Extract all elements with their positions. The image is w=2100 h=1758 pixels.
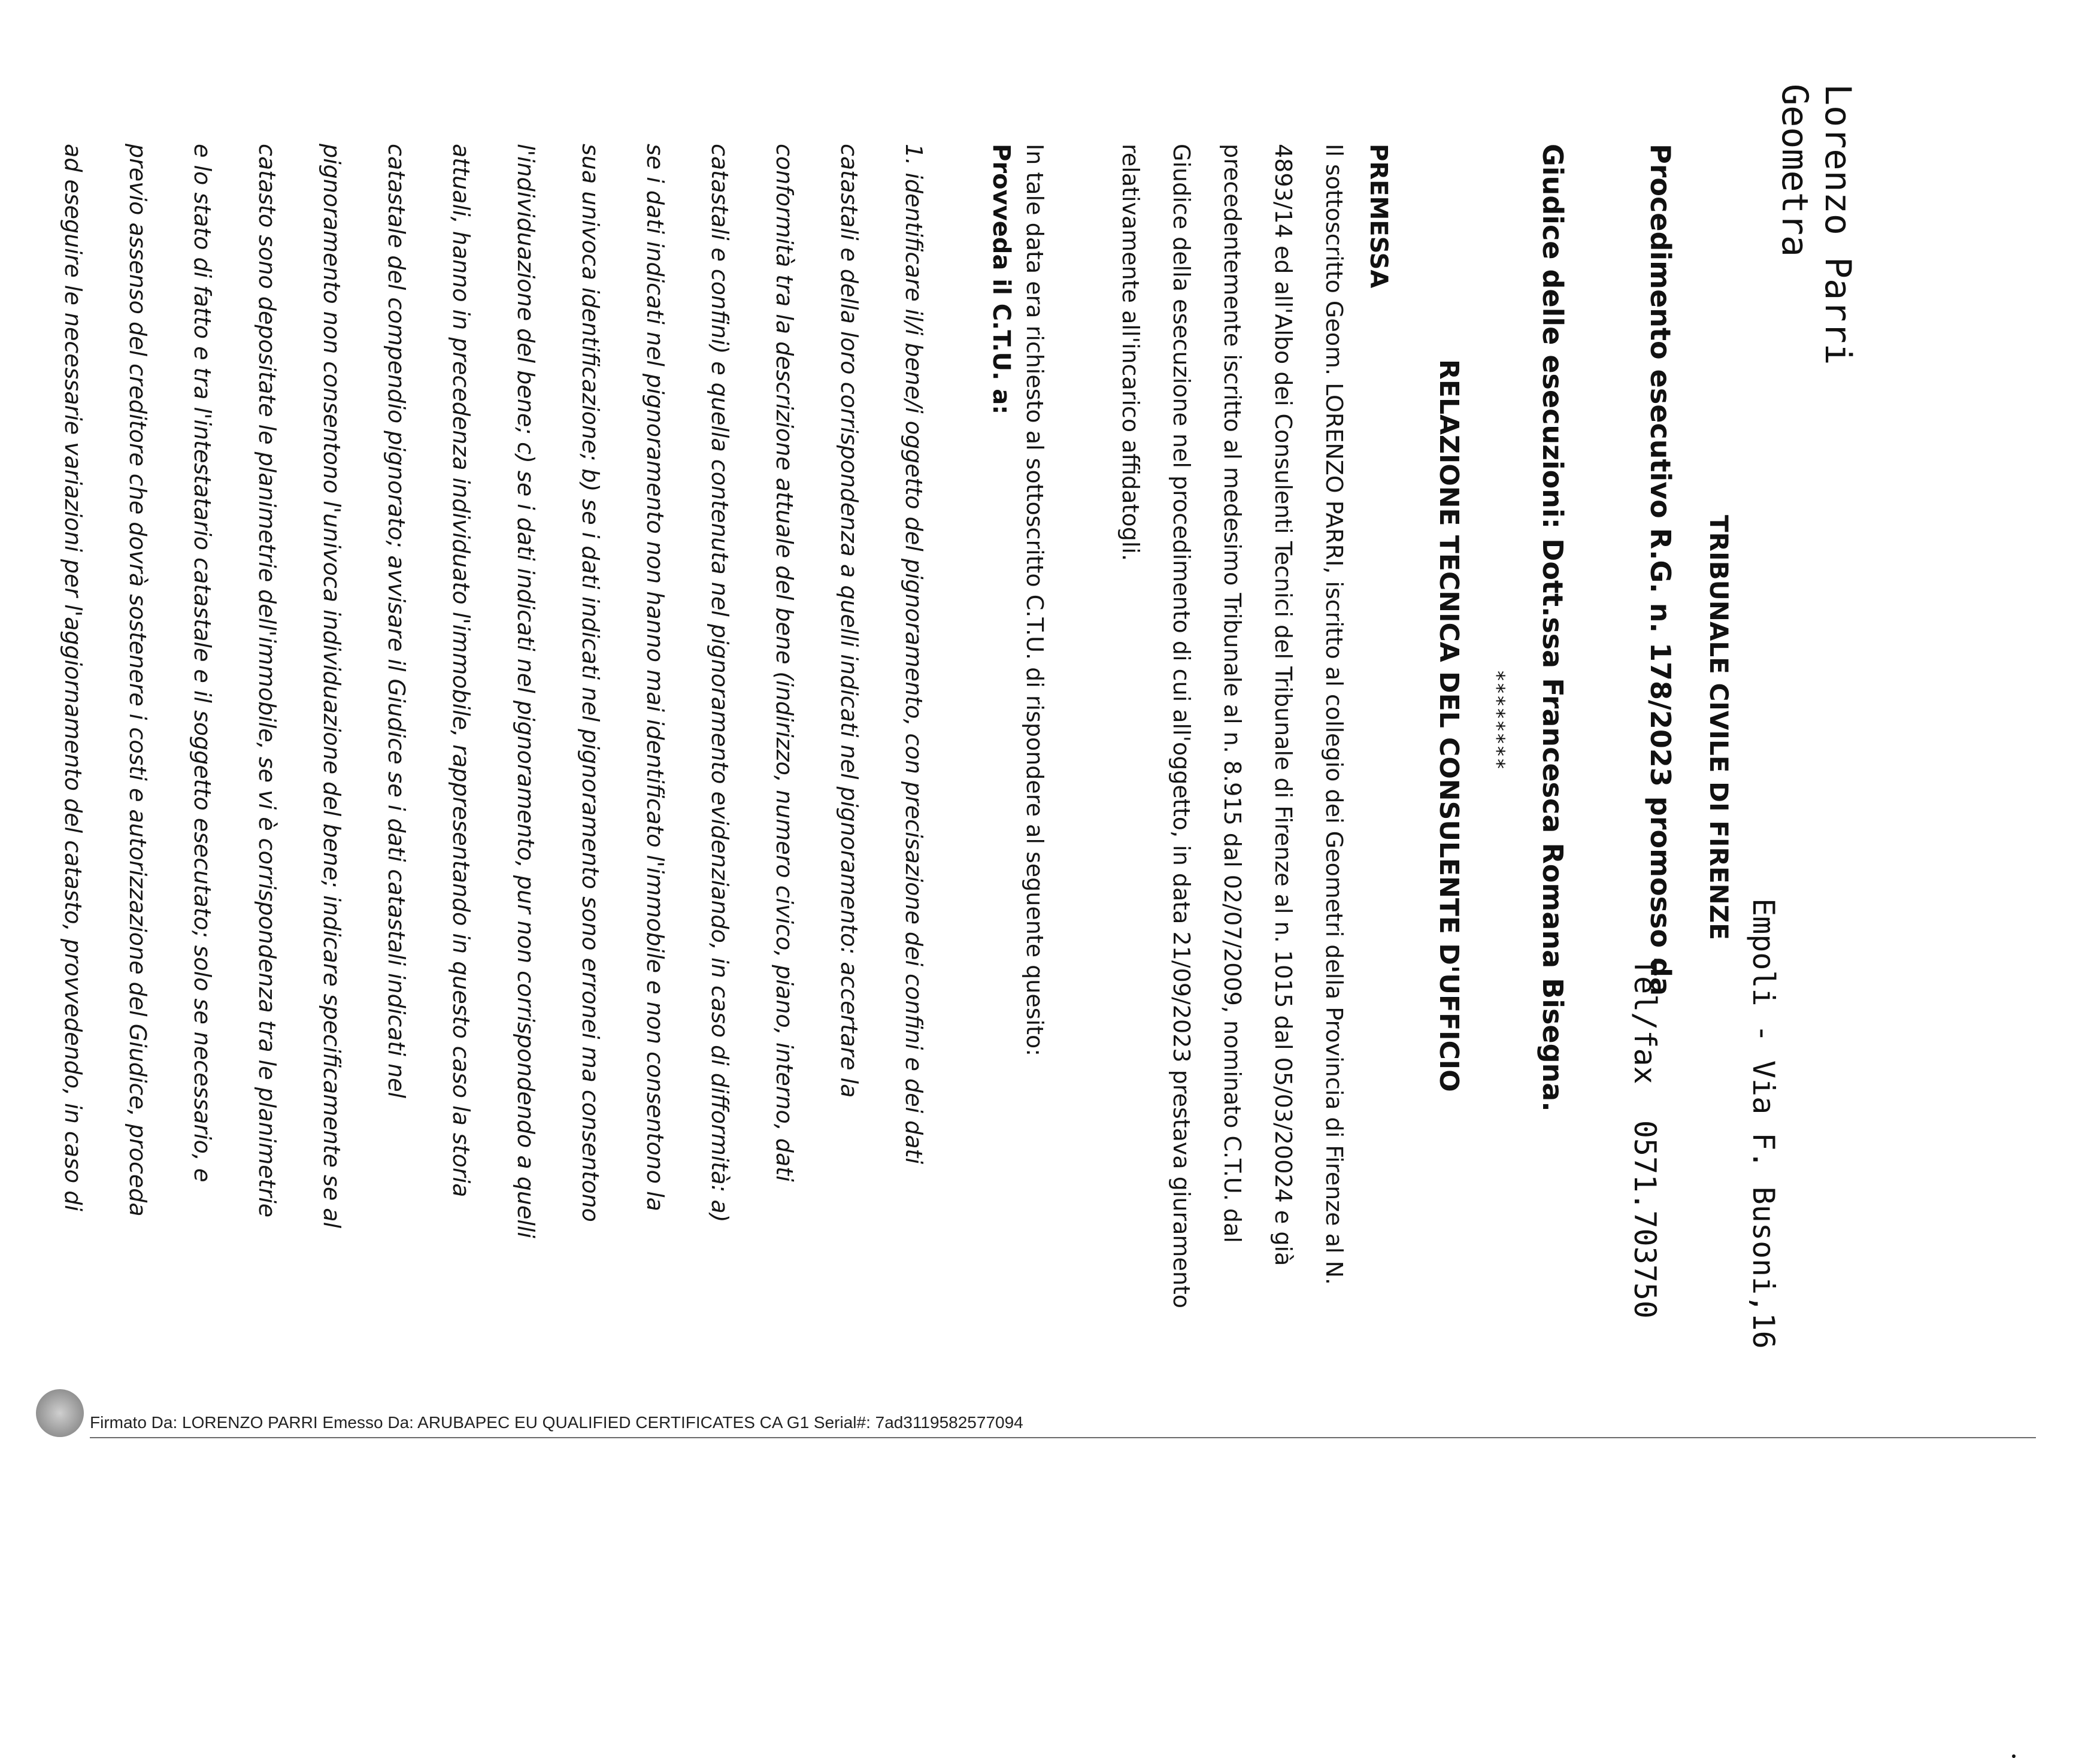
court-title: TRIBUNALE CIVILE DI FIRENZE xyxy=(1704,515,1734,940)
quesito-line: e lo stato di fatto e tra l'intestatario catastale e il soggetto esecutato; solo se necessario, e xyxy=(189,144,216,1183)
signature-rule xyxy=(90,1437,2036,1438)
author-title: Geometra xyxy=(1774,84,1816,257)
address-street: Empoli - Via F. Busoni,16 xyxy=(1746,898,1781,1349)
quesito-line: previo assenso del creditore che dovrà sostenere i costi e autorizzazione del Giudice, proceda xyxy=(125,144,151,1217)
premessa-line: Giudice della esecuzione nel procedimento di cui all'oggetto, in data 21/09/2023 prestava giuramento xyxy=(1168,144,1195,1309)
report-title: RELAZIONE TECNICA DEL CONSULENTE D'UFFICIO xyxy=(1434,359,1464,1092)
quesito-line: sua univoca identificazione; b) se i dati indicati nel pignoramento sono erronei ma consentono xyxy=(577,144,604,1222)
premessa-line: Il sottoscritto Geom. LORENZO PARRI, iscritto al collegio dei Geometri della Provincia di Firenze al N. xyxy=(1321,144,1347,1286)
request-line: In tale data era richiesto al sottoscritto C.T.U. di rispondere al seguente quesito: xyxy=(1022,144,1048,1057)
quesito-line: catastali e della loro corrispondenza a quelli indicati nel pignoramento: accertare la xyxy=(836,144,862,1098)
quesito-line: se i dati indicati nel pignoramento non hanno mai identificato l'immobile e non consentono la xyxy=(642,144,668,1211)
quesito-line: pignoramento non consentono l'univoca individuazione del bene; indicare specificamente se al xyxy=(319,144,345,1229)
digital-signature-line: Firmato Da: LORENZO PARRI Emesso Da: ARUBAPEC EU QUALIFIED CERTIFICATES CA G1 Serial#: 7ad3119582577094 xyxy=(90,1413,1023,1432)
quesito-line: conformità tra la descrizione attuale del bene (indirizzo, numero civico, piano, interno, dati xyxy=(771,144,798,1182)
quesito-line: catastale del compendio pignorato; avvisare il Giudice se i dati catastali indicati nel xyxy=(383,144,410,1099)
procedure-line: Procedimento esecutivo R.G. n. 178/2023 promosso da xyxy=(1644,144,1677,996)
separator-stars: ******** xyxy=(1485,671,1509,771)
premessa-line: relativamente all'incarico affidatogli. xyxy=(1117,144,1144,562)
premessa-line: 4893/14 ed all'Albo dei Consulenti Tecnici del Tribunale di Firenze al n. 1015 dal 05/03/20024 e già xyxy=(1270,144,1296,1266)
quesito-paragraph xyxy=(41,144,946,1317)
judge-line: Giudice delle esecuzioni: Dott.ssa Francesca Romana Bisegna. xyxy=(1537,144,1569,1112)
quesito-line: ad eseguire le necessarie variazioni per l'aggiornamento del catasto, provvedendo, in caso di xyxy=(60,144,86,1211)
premessa-line: precedentemente iscritto al medesimo Tribunale al n. 8.915 dal 02/07/2009, nominato C.T.U. dal xyxy=(1219,144,1246,1243)
quesito-line: l'individuazione del bene; c) se i dati indicati nel pignoramento, pur non corrispondendo a quelli xyxy=(513,144,539,1238)
premessa-paragraph xyxy=(1105,144,1359,1317)
quesito-line: 1. identificare il/i bene/i oggetto del pignoramento, con precisazione dei confini e dei dati xyxy=(901,144,927,1165)
address-phone: Tel/fax 0571.703750 xyxy=(1628,958,1662,1319)
author-block xyxy=(1773,84,1859,365)
author-name: Lorenzo Parri xyxy=(1817,84,1859,365)
signature-seal-icon xyxy=(36,1389,84,1437)
scan-speck xyxy=(2012,1754,2016,1758)
quesito-line: catastali e confini) e quella contenuta nel pignoramento evidenziando, in caso di difformità: a) xyxy=(707,144,733,1223)
provveda-heading: Provveda il C.T.U. a: xyxy=(987,144,1015,415)
section-heading: PREMESSA xyxy=(1365,144,1392,289)
quesito-line: attuali, hanno in precedenza individuato l'immobile, rappresentando in questo caso la storia xyxy=(448,144,474,1198)
address-block xyxy=(1546,898,1862,1349)
quesito-line: catasto sono depositate le planimetrie dell'immobile, se vi è corrispondenza tra le planimetrie xyxy=(254,144,280,1218)
